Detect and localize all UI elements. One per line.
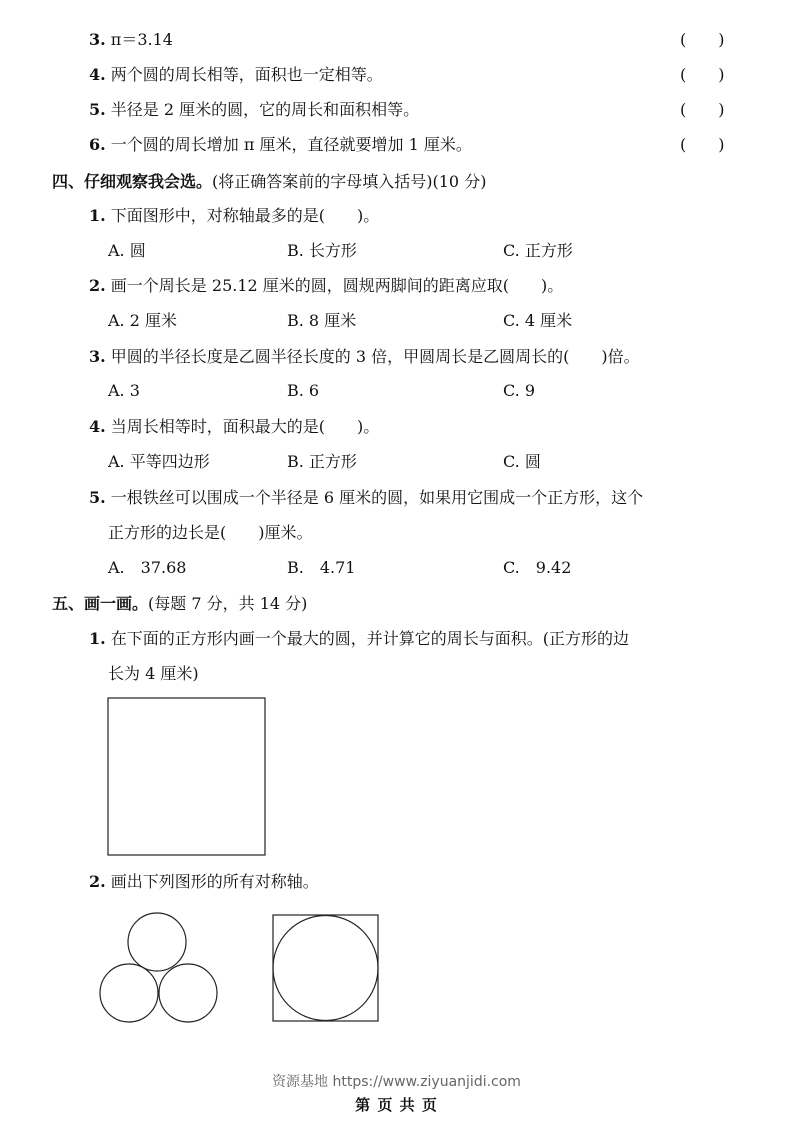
judge-item-3	[0, 22, 793, 58]
option-a[interactable]: A. 37.68	[108, 558, 187, 577]
item-number: 1.	[89, 629, 106, 648]
section-note: (将正确答案前的字母填入括号)(10 分)	[212, 172, 487, 191]
answer-bracket[interactable]: ( )	[680, 100, 725, 119]
item-text: 在下面的正方形内画一个最大的圆，并计算它的周长与面积。(正方形的边	[110, 629, 630, 648]
item-text: 两个圆的周长相等，面积也一定相等。	[110, 65, 383, 84]
choice-options-1	[0, 233, 793, 269]
section-title: 四、仔细观察我会选。	[52, 172, 213, 191]
option-b[interactable]: B. 4.71	[287, 558, 356, 577]
section-title: 五、画一画。	[52, 594, 149, 613]
option-c[interactable]: C. 9	[503, 381, 536, 400]
choice-options-3	[0, 373, 793, 409]
item-text: 下面图形中，对称轴最多的是( )。	[110, 206, 380, 225]
choice-options-2	[0, 303, 793, 339]
item-text: 当周长相等时，面积最大的是( )。	[110, 417, 380, 436]
section-5-heading	[0, 586, 793, 622]
item-number: 1.	[89, 206, 106, 225]
choice-item-2	[0, 268, 793, 304]
judge-item-5	[0, 92, 793, 128]
section-4-heading	[0, 164, 793, 200]
drawing-square[interactable]	[107, 697, 267, 857]
item-number: 2.	[89, 276, 106, 295]
item-text: π＝3.14	[110, 30, 173, 49]
choice-item-1	[0, 198, 793, 234]
item-number: 3.	[89, 347, 106, 366]
footer-page-number: 第 页 共 页	[355, 1096, 438, 1114]
option-c[interactable]: C. 9.42	[503, 558, 572, 577]
option-a[interactable]: A. 3	[108, 381, 140, 400]
option-c[interactable]: C. 4 厘米	[503, 311, 573, 330]
footer-watermark: 资源基地 https://www.ziyuanjidi.com	[272, 1074, 521, 1090]
item-text: 画出下列图形的所有对称轴。	[110, 872, 319, 891]
circle-in-square-figure[interactable]	[272, 914, 382, 1024]
option-c[interactable]: C. 圆	[503, 452, 541, 471]
answer-bracket[interactable]: ( )	[680, 30, 725, 49]
judge-item-6	[0, 127, 793, 163]
choice-options-5	[0, 550, 793, 586]
section-note: (每题 7 分，共 14 分)	[148, 594, 308, 613]
item-number: 3.	[89, 30, 106, 49]
item-number: 5.	[89, 488, 106, 507]
option-b[interactable]: B. 正方形	[287, 452, 357, 471]
option-b[interactable]: B. 长方形	[287, 241, 357, 260]
choice-item-4	[0, 409, 793, 445]
three-circles-figure[interactable]	[95, 907, 225, 1032]
draw-item-1	[0, 621, 793, 657]
judge-item-4	[0, 57, 793, 93]
item-text: 半径是 2 厘米的圆，它的周长和面积相等。	[110, 100, 420, 119]
item-text-continued: 长为 4 厘米)	[108, 664, 199, 683]
item-text: 一根铁丝可以围成一个半径是 6 厘米的圆，如果用它围成一个正方形，这个	[110, 488, 644, 507]
item-number: 4.	[89, 65, 106, 84]
option-b[interactable]: B. 8 厘米	[287, 311, 357, 330]
draw-item-2	[0, 864, 793, 900]
item-number: 6.	[89, 135, 106, 154]
option-b[interactable]: B. 6	[287, 381, 320, 400]
answer-bracket[interactable]: ( )	[680, 65, 725, 84]
option-a[interactable]: A. 圆	[108, 241, 146, 260]
item-number: 4.	[89, 417, 106, 436]
choice-item-3	[0, 339, 793, 375]
choice-item-5-continued	[0, 515, 793, 551]
draw-item-1-continued	[0, 656, 793, 692]
item-number: 2.	[89, 872, 106, 891]
option-c[interactable]: C. 正方形	[503, 241, 573, 260]
item-text-continued: 正方形的边长是( )厘米。	[108, 523, 313, 542]
answer-bracket[interactable]: ( )	[680, 135, 725, 154]
item-text: 甲圆的半径长度是乙圆半径长度的 3 倍，甲圆周长是乙圆周长的( )倍。	[110, 347, 640, 366]
item-text: 一个圆的周长增加 π 厘米，直径就要增加 1 厘米。	[110, 135, 472, 154]
option-a[interactable]: A. 2 厘米	[108, 311, 177, 330]
choice-options-4	[0, 444, 793, 480]
choice-item-5	[0, 480, 793, 516]
item-text: 画一个周长是 25.12 厘米的圆，圆规两脚间的距离应取( )。	[110, 276, 564, 295]
item-number: 5.	[89, 100, 106, 119]
option-a[interactable]: A. 平等四边形	[108, 452, 210, 471]
